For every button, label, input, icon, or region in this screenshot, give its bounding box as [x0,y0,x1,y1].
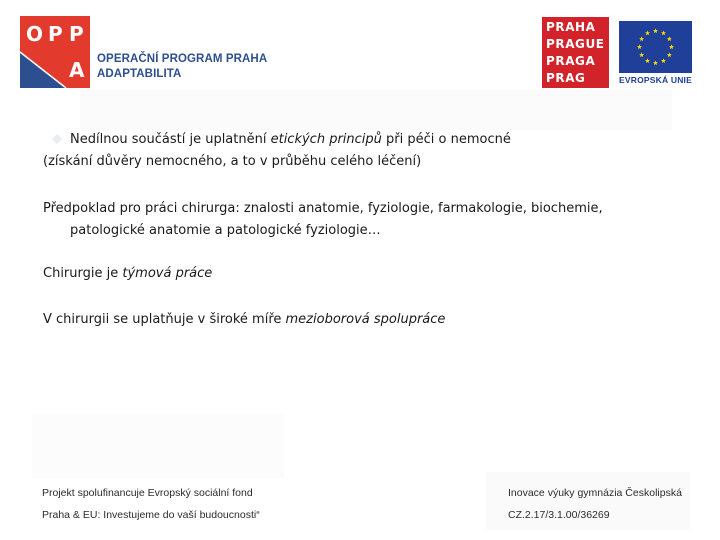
eu-star-icon [639,52,644,57]
eu-stars-icon [619,21,692,73]
praha-row-4: PRAG [546,71,586,85]
emphasis-interdisciplinary: mezioborová spolupráce [285,312,446,327]
eu-star-icon [669,44,674,49]
emphasis-teamwork: týmová práce [122,266,213,281]
paragraph-ethics-line-2: (získání důvěry nemocného, a to v průběhu celého léčení) [43,154,422,169]
eu-star-icon [637,44,642,49]
footer-left-line-2: Praha & EU: Investujeme do vaší budoucnosti“ [42,509,260,521]
eu-star-icon [653,60,658,65]
oppa-line-2: ADAPTABILITA [97,68,182,80]
paragraph-prerequisites-line-2: patologické anatomie a patologické fyziologie… [70,223,381,238]
eu-star-icon [661,31,666,36]
footer-left-line-1: Projekt spolufinancuje Evropský sociální fond [42,487,253,499]
praha-row-2: PRAGUE [546,37,605,51]
praha-row-1: PRAHA [546,20,596,34]
oppa-letter-a: A [69,58,85,82]
eu-star-icon [645,31,650,36]
header-band [80,90,672,130]
oppa-line-1: OPERAČNÍ PROGRAM PRAHA [97,53,268,65]
oppa-letter-p1: P [48,22,63,46]
paragraph-interdisciplinary: V chirurgii se uplatňuje v široké míře mezioborová spolupráce [43,312,446,327]
paragraph-ethics-line-1: Nedílnou součástí je uplatnění etických principů při péči o nemocné [70,132,511,147]
eu-star-icon [639,36,644,41]
eu-star-icon [645,58,650,63]
eu-star-icon [653,28,658,33]
eu-star-icon [661,58,666,63]
eu-star-icon [667,52,672,57]
paragraph-prerequisites-line-1: Předpoklad pro práci chirurga: znalosti anatomie, fyziologie, farmakologie, biochemie, [43,201,603,216]
oppa-letter-p2: P [69,22,84,46]
footer-left-box [32,414,284,478]
emphasis-ethics: etických principů [270,132,382,147]
footer-right-line-1: Inovace výuky gymnázia Českolipská [508,487,682,499]
eu-label: EVROPSKÁ UNIE [619,75,692,85]
eu-logo [619,21,692,91]
eu-flag [619,21,692,73]
oppa-letter-o: O [26,22,44,46]
praha-logo [542,17,609,88]
oppa-program-name [97,52,297,82]
oppa-logo [20,16,90,88]
paragraph-teamwork: Chirurgie je týmová práce [43,266,213,281]
paragraph-prerequisites [43,198,603,242]
paragraph-ethics [43,129,511,173]
praha-row-3: PRAGA [546,54,596,68]
footer-right-line-2: CZ.2.17/3.1.00/36269 [508,509,610,521]
eu-star-icon [667,36,672,41]
